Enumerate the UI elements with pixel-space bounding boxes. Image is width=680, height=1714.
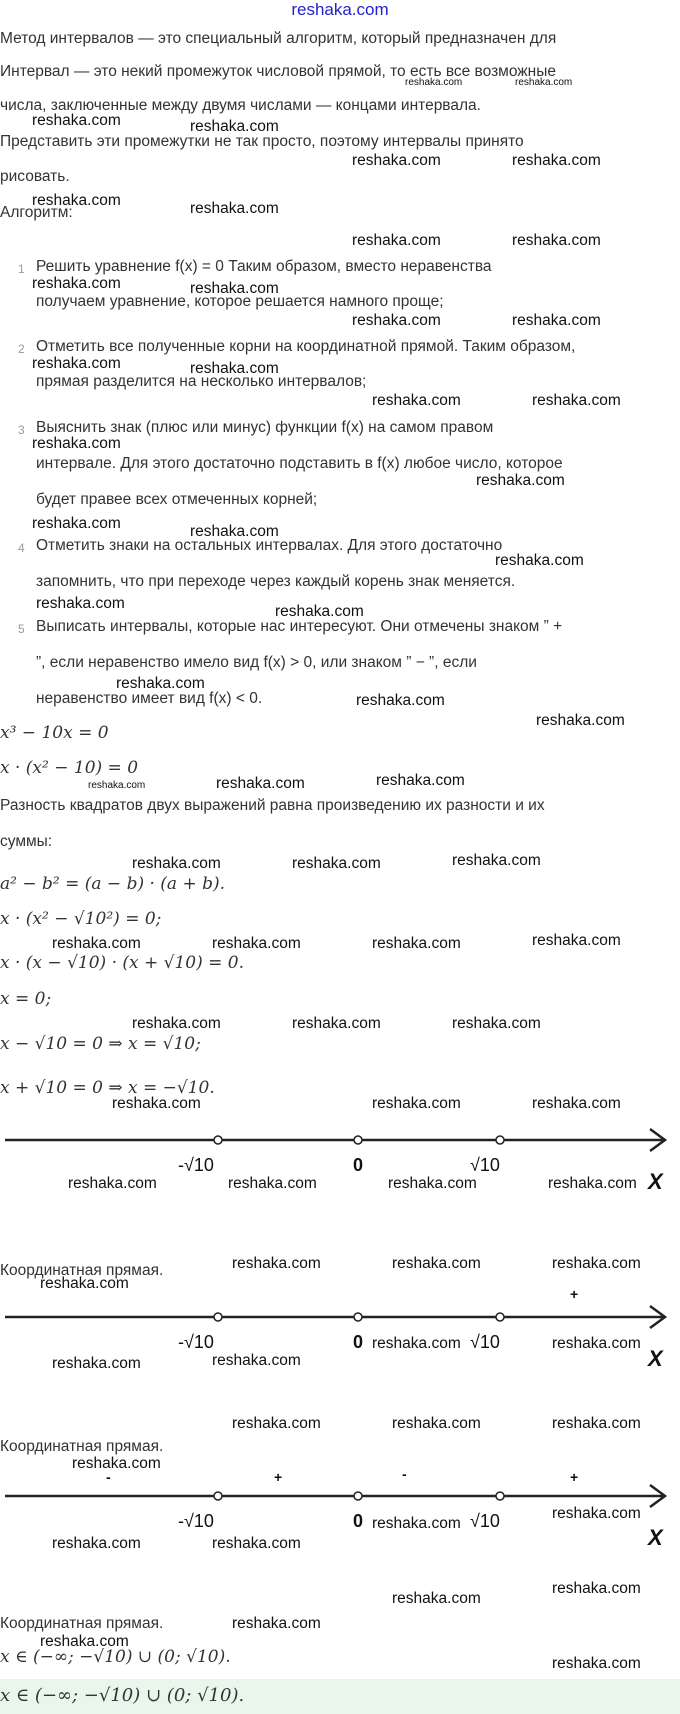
watermark: reshaka.com	[532, 1095, 621, 1112]
watermark: reshaka.com	[512, 152, 601, 169]
final-answer: x ∈ (−∞; −√10) ∪ (0; √10).	[0, 1685, 245, 1706]
answer-line: x ∈ (−∞; −√10) ∪ (0; √10).	[0, 1647, 231, 1667]
step-number: 4	[18, 541, 25, 555]
equation-2: x · (x² − 10) = 0	[0, 758, 139, 778]
label-x: X	[648, 1525, 663, 1550]
paragraph-interval: Интервал — это некий промежуток числовой прямой, то есть все возможные	[0, 63, 556, 80]
watermark: reshaka.com	[552, 1505, 641, 1522]
watermark: reshaka.com	[40, 1275, 129, 1292]
watermark: reshaka.com	[68, 1175, 157, 1192]
watermark: reshaka.com	[132, 1015, 221, 1032]
watermark: reshaka.com	[32, 192, 121, 209]
watermark: reshaka.com	[452, 852, 541, 869]
step-3-line-1: Выяснить знак (плюс или минус) функции f(x) на самом правом	[36, 419, 494, 436]
label-sqrt10: √10	[470, 1511, 500, 1531]
watermark: reshaka.com	[352, 232, 441, 249]
watermark: reshaka.com	[372, 935, 461, 952]
watermark: reshaka.com	[52, 1355, 141, 1372]
watermark: reshaka.com	[212, 1535, 301, 1552]
step-number: 3	[18, 423, 25, 437]
watermark: reshaka.com	[495, 552, 584, 569]
point-sqrt10	[496, 1492, 504, 1500]
difference-of-squares-text: Разность квадратов двух выражений равна произведению их разности и их	[0, 797, 545, 814]
watermark: reshaka.com	[112, 1095, 201, 1112]
watermark: reshaka.com	[275, 603, 364, 620]
watermark: reshaka.com	[552, 1255, 641, 1272]
equation-6: x = 0;	[0, 989, 52, 1009]
point-zero	[354, 1136, 362, 1144]
sign-minus: -	[106, 1469, 111, 1485]
watermark: reshaka.com	[512, 312, 601, 329]
watermark: reshaka.com	[476, 472, 565, 489]
watermark: reshaka.com	[228, 1175, 317, 1192]
watermark: reshaka.com	[532, 932, 621, 949]
label-neg-sqrt10: -√10	[178, 1332, 214, 1352]
point-neg-sqrt10	[214, 1136, 222, 1144]
step-3-line-3: будет правее всех отмеченных корней;	[36, 491, 318, 508]
step-2-line-1: Отметить все полученные корни на координатной прямой. Таким образом,	[36, 338, 576, 355]
sign-plus: +	[570, 1469, 579, 1485]
watermark: reshaka.com	[88, 780, 146, 791]
watermark: reshaka.com	[372, 1335, 461, 1352]
watermark: reshaka.com	[52, 935, 141, 952]
label-zero: 0	[353, 1511, 364, 1531]
step-number: 5	[18, 622, 25, 636]
equation-1: x³ − 10x = 0	[0, 723, 109, 743]
label-sqrt10: √10	[470, 1332, 500, 1352]
step-number: 1	[18, 262, 25, 276]
watermark: reshaka.com	[232, 1255, 321, 1272]
watermark: reshaka.com	[515, 77, 573, 88]
watermark: reshaka.com	[32, 112, 121, 129]
step-4-line-1: Отметить знаки на остальных интервалах. Для этого достаточно	[36, 537, 503, 554]
step-4-line-2: запомнить, что при переходе через каждый корень знак меняется.	[36, 573, 516, 590]
watermark: reshaka.com	[32, 515, 121, 532]
watermark: reshaka.com	[190, 360, 279, 377]
step-5-line-2: ”, если неравенство имело вид f(x) > 0, или знаком ” − ”, если	[36, 654, 477, 671]
watermark: reshaka.com	[372, 1095, 461, 1112]
axis-caption: Координатная прямая.	[0, 1438, 164, 1455]
watermark: reshaka.com	[292, 1015, 381, 1032]
watermark: reshaka.com	[376, 772, 465, 789]
algorithm-heading: Алгоритм:	[0, 204, 73, 221]
watermark: reshaka.com	[512, 232, 601, 249]
watermark: reshaka.com	[190, 200, 279, 217]
watermark: reshaka.com	[532, 392, 621, 409]
watermark: reshaka.com	[352, 312, 441, 329]
sign-plus: +	[570, 1286, 579, 1302]
point-zero	[354, 1492, 362, 1500]
label-sqrt10: √10	[470, 1155, 500, 1175]
watermark: reshaka.com	[32, 275, 121, 292]
axis-caption: Координатная прямая.	[0, 1262, 164, 1279]
paragraph-method: Метод интервалов — это специальный алгоритм, который предназначен для	[0, 30, 557, 47]
watermark: reshaka.com	[372, 1515, 461, 1532]
equation-5: x · (x − √10) · (x + √10) = 0.	[0, 953, 245, 973]
axis-caption: Координатная прямая.	[0, 1615, 164, 1632]
point-sqrt10	[496, 1136, 504, 1144]
equation-4: x · (x² − √10²) = 0;	[0, 909, 162, 929]
watermark: reshaka.com	[552, 1335, 641, 1352]
watermark: reshaka.com	[388, 1175, 477, 1192]
watermark: reshaka.com	[116, 675, 205, 692]
watermark: reshaka.com	[552, 1580, 641, 1597]
step-5-line-3: неравенство имеет вид f(x) < 0.	[36, 690, 263, 707]
watermark: reshaka.com	[32, 355, 121, 372]
watermark: reshaka.com	[405, 77, 463, 88]
watermark: reshaka.com	[72, 1455, 161, 1472]
watermark: reshaka.com	[452, 1015, 541, 1032]
watermark: reshaka.com	[392, 1255, 481, 1272]
watermark: reshaka.com	[232, 1615, 321, 1632]
watermark: reshaka.com	[552, 1655, 641, 1672]
watermark: reshaka.com	[190, 118, 279, 135]
step-1-line-2: получаем уравнение, которое решается намного проще;	[36, 293, 444, 310]
label-zero: 0	[353, 1332, 364, 1352]
watermark: reshaka.com	[536, 712, 625, 729]
watermark: reshaka.com	[392, 1590, 481, 1607]
site-header-link[interactable]: reshaka.com	[291, 0, 389, 19]
equation-3: a² − b² = (a − b) · (a + b).	[0, 874, 226, 894]
watermark: reshaka.com	[352, 152, 441, 169]
step-5-line-1: Выписать интервалы, которые нас интересуют. Они отмечены знаком ” +	[36, 618, 563, 635]
watermark: reshaka.com	[372, 392, 461, 409]
point-zero	[354, 1313, 362, 1321]
watermark: reshaka.com	[190, 280, 279, 297]
step-number: 2	[18, 342, 25, 356]
paragraph-draw: Представить эти промежутки не так просто, поэтому интервалы принято	[0, 133, 524, 150]
step-2-line-2: прямая разделится на несколько интервалов;	[36, 373, 367, 390]
label-neg-sqrt10: -√10	[178, 1511, 214, 1531]
watermark: reshaka.com	[212, 1352, 301, 1369]
watermark: reshaka.com	[292, 855, 381, 872]
watermark: reshaka.com	[356, 692, 445, 709]
point-sqrt10	[496, 1313, 504, 1321]
watermark: reshaka.com	[548, 1175, 637, 1192]
watermark: reshaka.com	[52, 1535, 141, 1552]
point-neg-sqrt10	[214, 1492, 222, 1500]
equation-8: x + √10 = 0 ⇒ x = −√10.	[0, 1078, 215, 1098]
label-x: X	[648, 1169, 663, 1194]
sign-plus: +	[274, 1469, 283, 1485]
label-neg-sqrt10: -√10	[178, 1155, 214, 1175]
watermark: reshaka.com	[132, 855, 221, 872]
watermark: reshaka.com	[552, 1415, 641, 1432]
watermark: reshaka.com	[212, 935, 301, 952]
watermark: reshaka.com	[40, 1633, 129, 1650]
paragraph-draw-cont: рисовать.	[0, 168, 70, 185]
paragraph-interval-cont: числа, заключенные между двумя числами — концами интервала.	[0, 97, 481, 114]
label-x: X	[648, 1346, 663, 1371]
step-3-line-2: интервале. Для этого достаточно подставить в f(x) любое число, которое	[36, 455, 563, 472]
sign-minus: -	[402, 1466, 407, 1482]
difference-of-squares-text-cont: суммы:	[0, 833, 53, 850]
watermark: reshaka.com	[36, 595, 125, 612]
label-zero: 0	[353, 1155, 364, 1175]
watermark: reshaka.com	[232, 1415, 321, 1432]
step-1-line-1: Решить уравнение f(x) = 0 Таким образом, вместо неравенства	[36, 258, 492, 275]
point-neg-sqrt10	[214, 1313, 222, 1321]
equation-7: x − √10 = 0 ⇒ x = √10;	[0, 1034, 201, 1054]
watermark: reshaka.com	[190, 523, 279, 540]
watermark: reshaka.com	[392, 1415, 481, 1432]
watermark: reshaka.com	[216, 775, 305, 792]
watermark: reshaka.com	[32, 435, 121, 452]
